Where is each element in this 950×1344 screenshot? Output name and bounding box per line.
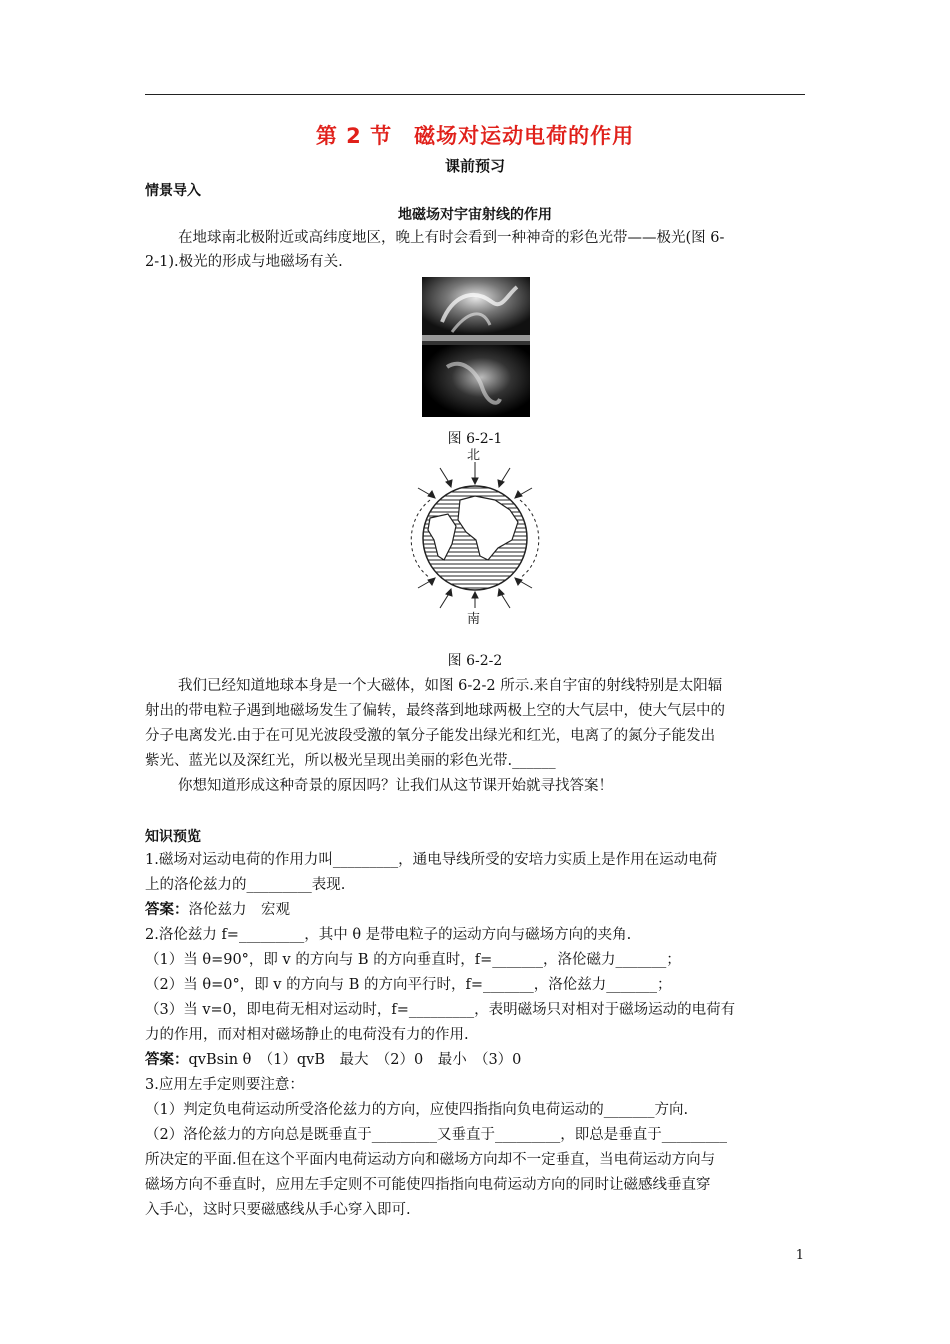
para1-line2: 2-1).极光的形成与地磁场有关.	[145, 254, 343, 270]
figure2-south-label: 南	[467, 612, 481, 627]
answer2-text: qvBsin θ （1）qvB 最大 （2）0 最小 （3）0	[188, 1052, 522, 1068]
q3-line4: 所决定的平面.但在这个平面内电荷运动方向和磁场方向却不一定垂直，当电荷运动方向与	[145, 1152, 716, 1168]
para2-line1: 我们已经知道地球本身是一个大磁体，如图 6-2-2 所示.来自宇宙的射线特别是太阳辐	[178, 678, 723, 694]
para2-line4: 紫光、蓝光以及深红光，所以极光呈现出美丽的彩色光带.______	[145, 753, 556, 769]
q3-line5: 磁场方向不垂直时，应用左手定则不可能使四指指向电荷运动方向的同时让磁感线垂直穿	[145, 1177, 711, 1193]
q1-line2: 上的洛伦兹力的_________表现.	[145, 877, 346, 893]
aurora-photo	[422, 277, 530, 417]
header-rule	[145, 94, 805, 95]
para2-line2: 射出的带电粒子遇到地磁场发生了偏转，最终落到地球两极上空的大气层中，使大气层中的	[145, 703, 725, 719]
answer1	[145, 898, 810, 923]
q3-line1: 3.应用左手定则要注意：	[145, 1077, 304, 1093]
q2-line4: （3）当 v=0，即电荷无相对运动时，f=_________，表明磁场只对相对于磁场运动的电荷有	[145, 1002, 736, 1018]
heading-knowledge-preview: 知识预览	[145, 829, 201, 845]
heading-scene-intro: 情景导入	[145, 183, 201, 199]
q3-line6: 入手心，这时只要磁感线从手心穿入即可.	[145, 1202, 411, 1218]
figure1-caption: 图 6-2-1	[447, 431, 503, 447]
answer1-text: 洛伦兹力 宏观	[188, 902, 290, 918]
q2-line3: （2）当 θ=0°，即 v 的方向与 B 的方向平行时，f=_______，洛伦兹力_______；	[145, 977, 672, 993]
q2-line2: （1）当 θ=90°，即 v 的方向与 B 的方向垂直时，f=_______，洛伦磁力_______；	[145, 952, 681, 968]
article-title: 地磁场对宇宙射线的作用	[398, 207, 552, 223]
q2-line5: 力的作用，而对相对磁场静止的电荷没有力的作用.	[145, 1027, 469, 1043]
para2-line3: 分子电离发光.由于在可见光波段受激的氧分子能发出绿光和红光，电离了的氮分子能发出	[145, 728, 716, 744]
page-title: 第 2 节 磁场对运动电荷的作用	[315, 124, 635, 148]
q1-line1: 1.磁场对运动电荷的作用力叫_________，通电导线所受的安培力实质上是作用在运动电荷	[145, 852, 718, 868]
para3: 你想知道形成这种奇景的原因吗？让我们从这节课开始就寻找答案！	[178, 778, 613, 794]
page-number: 1	[795, 1248, 804, 1263]
answer2	[145, 1048, 810, 1073]
q3-line2: （1）判定负电荷运动所受洛伦兹力的方向，应使四指指向负电荷运动的_______方向.	[145, 1102, 689, 1118]
answer-label: 答案：	[145, 1052, 189, 1068]
q3-line3: （2）洛伦兹力的方向总是既垂直于_________又垂直于_________，即总是垂直于_________	[145, 1127, 727, 1143]
figure2-caption: 图 6-2-2	[447, 653, 503, 669]
section-subtitle: 课前预习	[444, 157, 505, 175]
figure2-north-label: 北	[467, 448, 481, 463]
answer-label: 答案：	[145, 902, 189, 918]
para1-line1: 在地球南北极附近或高纬度地区，晚上有时会看到一种神奇的彩色光带——极光(图 6-	[178, 230, 725, 246]
earth-magnetic-field-diagram	[400, 460, 550, 610]
q2-line1: 2.洛伦兹力 f=_________，其中 θ 是带电粒子的运动方向与磁场方向的夹角.	[145, 927, 632, 943]
